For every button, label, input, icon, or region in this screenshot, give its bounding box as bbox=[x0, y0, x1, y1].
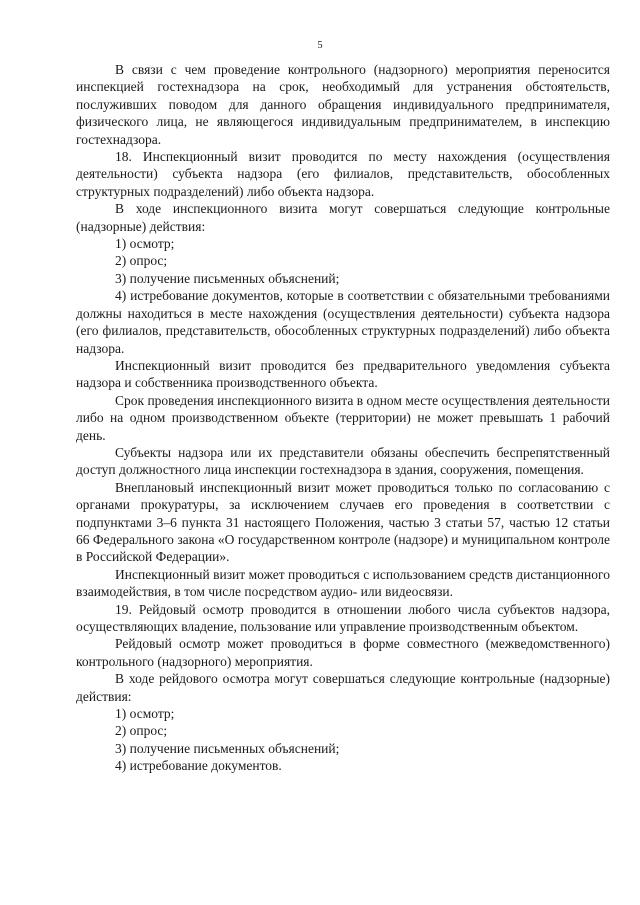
list-item-documents-request: 4) истребование документов, которые в соответствии с обязательными требованиями должны находиться в месте нахождения (осуществления деятельности) субъекта надзора (его филиалов, представительств, обособленных структурных подразделений) либо объекта надзора. bbox=[76, 288, 610, 356]
paragraph-raid-inspection: 19. Рейдовый осмотр проводится в отношении любого числа субъектов надзора, осуществляющих владение, пользование или управление производственным объектом. bbox=[76, 601, 610, 634]
paragraph-inspection-visit-actions: В ходе инспекционного визита могут совершаться следующие контрольные (надзорные) действия: bbox=[76, 201, 610, 234]
list-item-interview: 2) опрос; bbox=[115, 253, 168, 269]
list-item-written-explanations: 3) получение письменных объяснений; bbox=[115, 270, 340, 286]
paragraph-unscheduled-visit: Внеплановый инспекционный визит может проводиться только по согласованию с органами прокуратуры, за исключением случаев его проведения в соответствии с подпунктами 3–6 пункта 31 настоящего Положения, частью 3 статьи 57, частью 12 статьи 66 Федерального закона «О государственном контроле (надзоре) и муниципальном контроле в Российской Федерации». bbox=[76, 479, 610, 565]
paragraph-raid-joint-form: Рейдовый осмотр может проводиться в форме совместного (межведомственного) контрольного (надзорного) мероприятия. bbox=[76, 636, 610, 669]
paragraph-access-obligation: Субъекты надзора или их представители обязаны обеспечить беспрепятственный доступ должностного лица инспекции гостехнадзора в здания, сооружения, помещения. bbox=[76, 444, 610, 478]
page-number: 5 bbox=[317, 40, 323, 51]
list-item-inspection: 1) осмотр; bbox=[115, 706, 175, 722]
paragraph-postponement: В связи с чем проведение контрольного (надзорного) мероприятия переносится инспекцией гостехнадзора на срок, необходимый для устранения обстоятельств, послуживших поводом для данного обращения индивидуального предпринимателя, физического лица, не являющегося индивидуальным предпринимателем, в инспекцию гостехнадзора. bbox=[76, 62, 610, 147]
paragraph-inspection-visit-location: 18. Инспекционный визит проводится по месту нахождения (осуществления деятельности) субъекта надзора (его филиалов, представительств, обособленных структурных подразделений) либо объекта надзора. bbox=[76, 149, 610, 199]
list-item-inspection: 1) осмотр; bbox=[115, 236, 175, 252]
paragraph-raid-actions: В ходе рейдового осмотра могут совершаться следующие контрольные (надзорные) действия: bbox=[76, 671, 610, 704]
paragraph-duration: Срок проведения инспекционного визита в одном месте осуществления деятельности либо на одном производственном объекте (территории) не может превышать 1 рабочий день. bbox=[76, 392, 610, 443]
document-body bbox=[76, 61, 610, 775]
list-item-written-explanations: 3) получение письменных объяснений; bbox=[115, 740, 340, 756]
list-item-interview: 2) опрос; bbox=[115, 723, 168, 739]
list-item-documents-request: 4) истребование документов. bbox=[115, 758, 282, 774]
paragraph-no-notice: Инспекционный визит проводится без предварительного уведомления субъекта надзора и собственника производственного объекта. bbox=[76, 357, 610, 391]
paragraph-remote-interaction: Инспекционный визит может проводиться с использованием средств дистанционного взаимодействия, в том числе посредством аудио- или видеосвязи. bbox=[76, 566, 610, 600]
